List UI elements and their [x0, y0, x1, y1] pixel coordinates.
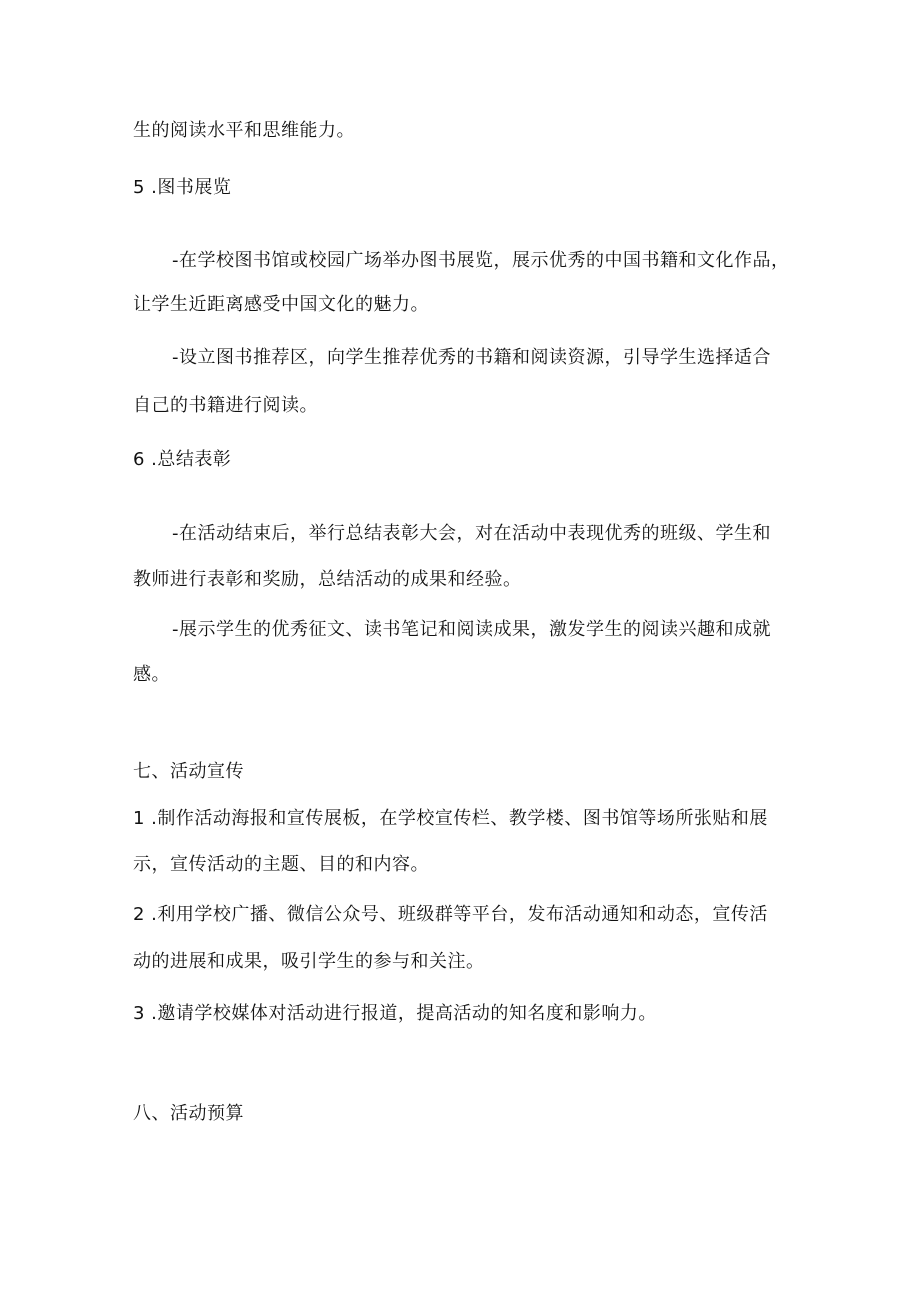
paragraph-line: -在活动结束后，举行总结表彰大会，对在活动中表现优秀的班级、学生和 [172, 523, 771, 544]
paragraph-line: 动的进展和成果，吸引学生的参与和关注。 [133, 951, 485, 972]
list-item: 1 .制作活动海报和宣传展板，在学校宣传栏、教学楼、图书馆等场所张贴和展 [133, 808, 768, 829]
paragraph-line: -展示学生的优秀征文、读书笔记和阅读成果，激发学生的阅读兴趣和成就 [172, 619, 771, 640]
list-item: 2 .利用学校广播、微信公众号、班级群等平台，发布活动通知和动态，宣传活 [133, 904, 768, 925]
paragraph-line: 自己的书籍进行阅读。 [133, 395, 318, 416]
section-heading: 6 .总结表彰 [133, 449, 232, 470]
section-heading: 八、活动预算 [133, 1103, 244, 1124]
paragraph-line: 让学生近距离感受中国文化的魅力。 [133, 294, 429, 315]
list-item: 3 .邀请学校媒体对活动进行报道，提高活动的知名度和影响力。 [133, 1003, 657, 1024]
paragraph-line: 教师进行表彰和奖励，总结活动的成果和经验。 [133, 569, 522, 590]
paragraph-line: 示，宣传活动的主题、目的和内容。 [133, 854, 429, 875]
section-heading: 5 .图书展览 [133, 177, 232, 198]
paragraph-line: 生的阅读水平和思维能力。 [133, 120, 355, 141]
paragraph-line: -设立图书推荐区，向学生推荐优秀的书籍和阅读资源，引导学生选择适合 [172, 347, 771, 368]
paragraph-line: 感。 [133, 664, 170, 685]
section-heading: 七、活动宣传 [133, 761, 244, 782]
paragraph-line: -在学校图书馆或校园广场举办图书展览，展示优秀的中国书籍和文化作品， [172, 250, 790, 271]
